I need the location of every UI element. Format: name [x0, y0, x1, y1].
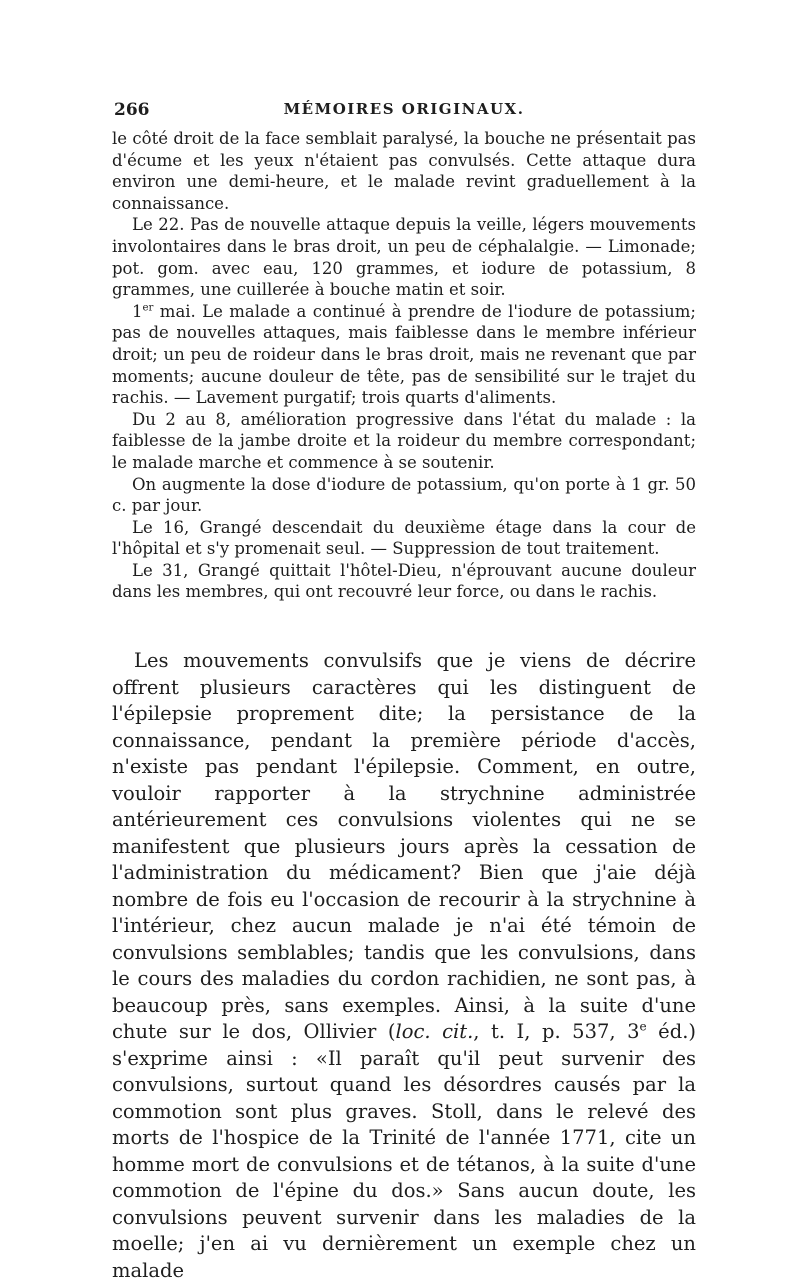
case-notes — [112, 128, 696, 603]
note-date-ordinal: er — [142, 302, 154, 314]
note-date-day: 1 — [132, 301, 143, 321]
note-paragraph: le côté droit de la face semblait paralysé, la bouche ne présentait pas d'écume et les yeux n'étaient pas convulsés. Cette attaque dura environ une demi-heure, et le malade revint graduellement à la connaissance. — [112, 129, 696, 213]
note-paragraph: Le 16, Grangé descendait du deuxième étage dans la cour de l'hôpital et s'y promenait seul. — Suppression de tout traitement. — [112, 517, 696, 559]
note-paragraph — [112, 301, 696, 409]
note-paragraph: Le 22. Pas de nouvelle attaque depuis la veille, légers mouvements involontaires dans le bras droit, un peu de céphalalgie. — Limonade; pot. gom. avec eau, 120 grammes, et iodure de potassium, 8 grammes, une cuillerée à bouche matin et soir. — [112, 215, 696, 300]
body-text: , t. I, p. 537, 3 — [473, 1020, 640, 1043]
note-paragraph-text: mai. Le malade a continué à prendre de l'iodure de potassium; pas de nouvelles attaques, mais faiblesse dans le membre inférieur droit; un peu de roideur dans le bras droit, mais ne revenant que par moments; aucune douleur de tête, pas de sensibilité sur le trajet du rachis. — Lavement purgatif; trois quarts d'aliments. — [112, 301, 696, 408]
body-paragraph — [112, 648, 696, 1284]
page-header — [112, 100, 696, 124]
page-number: 266 — [114, 100, 150, 120]
main-text — [112, 648, 696, 1284]
note-paragraph: On augmente la dose d'iodure de potassium, qu'on porte à 1 gr. 50 c. par jour. — [112, 474, 696, 516]
citation: loc. cit. — [395, 1020, 474, 1043]
edition-superscript: e — [639, 1019, 647, 1034]
body-text: Les mouvements convulsifs que je viens de décrire offrent plusieurs caractères qui les distinguent de l'épilepsie proprement dite; la persistance de la connaissance, pendant la première période d'accès, n'existe pas pendant l'épilepsie. Comment, en outre, vouloir rapporter à la strychnine administrée antérieurement ces convulsions violentes qui ne se manifestent que plusieurs jours après la cessation de l'administration du médicament? Bien que j'aie déjà nombre de fois eu l'occasion de recourir à la strychnine à l'intérieur, chez aucun malade je n'ai été témoin de convulsions semblables; tandis que les convulsions, dans le cours des maladies du cordon rachidien, ne sont pas, à beaucoup près, sans exemples. Ainsi, à la suite d'une chute sur le dos, Ollivier ( — [112, 649, 696, 1043]
note-paragraph: Du 2 au 8, amélioration progressive dans l'état du malade : la faiblesse de la jambe droite et la roideur du membre correspondant; le malade marche et commence à se soutenir. — [112, 409, 696, 472]
running-title: MÉMOIRES ORIGINAUX. — [283, 100, 525, 118]
note-paragraph: Le 31, Grangé quittait l'hôtel-Dieu, n'éprouvant aucune douleur dans les membres, qui ont recouvré leur force, ou dans le rachis. — [112, 560, 696, 602]
body-text: éd.) s'exprime ainsi : «Il paraît qu'il peut survenir des convulsions, surtout quand les désordres causés par la commotion sont plus graves. Stoll, dans le relevé des morts de l'hospice de la Trinité de l'année 1771, cite un homme mort de convulsions et de tétanos, à la suite d'une commotion de l'épine du dos.» Sans aucun doute, les convulsions peuvent survenir dans les maladies de la moelle; j'en ai vu dernièrement un exemple chez un malade — [112, 1020, 696, 1282]
